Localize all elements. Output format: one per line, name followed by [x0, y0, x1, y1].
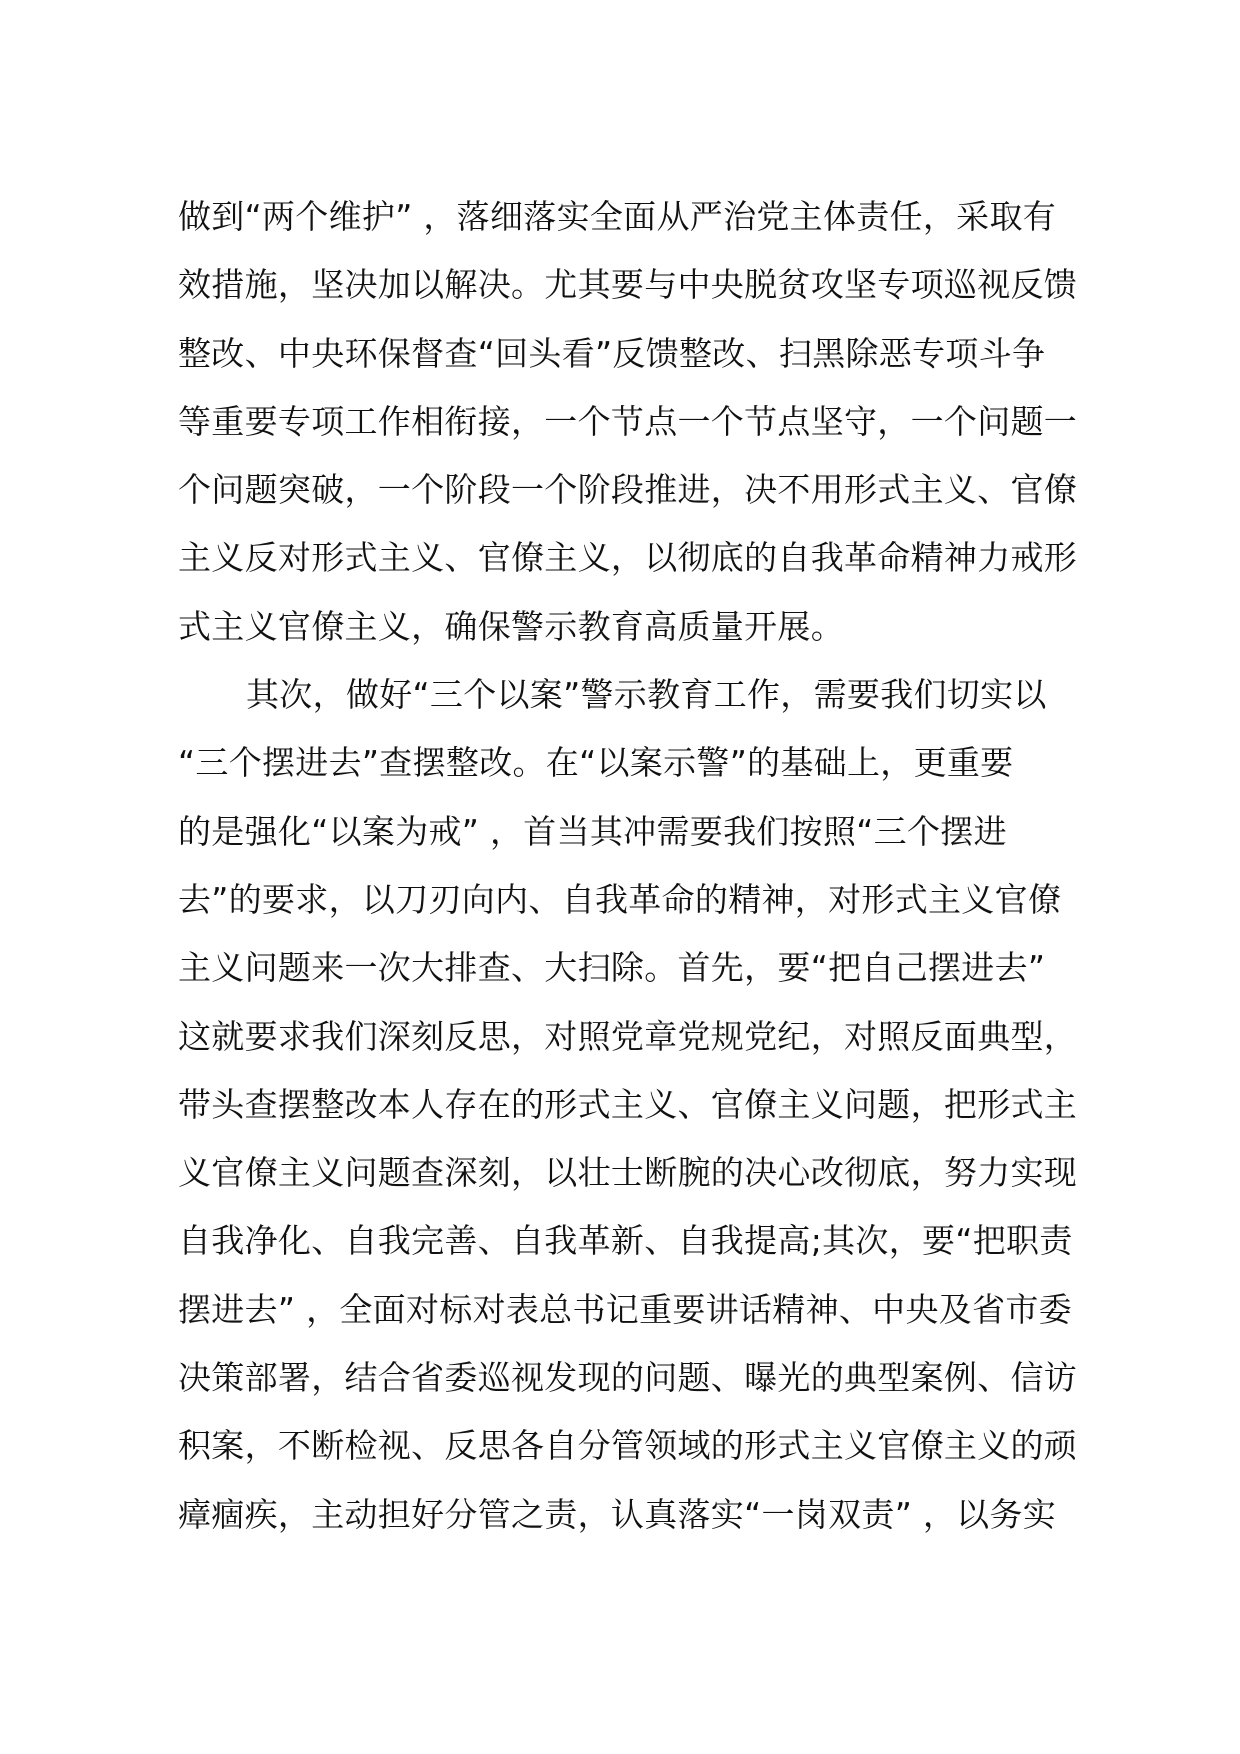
text-line: 决策部署，结合省委巡视发现的问题、曝光的典型案例、信访 — [178, 1358, 1078, 1398]
text-line: 去”的要求，以刀刃向内、自我革命的精神，对形式主义官僚 — [178, 879, 1062, 919]
text-line: 瘴痼疾，主动担好分管之责，认真落实“一岗双责” ，以务实 — [178, 1494, 1057, 1534]
text-line: “三个摆进去”查摆整改。在“以案示警”的基础上，更重要 — [178, 743, 1014, 783]
text-line: 自我净化、自我完善、自我革新、自我提高;其次，要“把职责 — [178, 1221, 1073, 1261]
text-line: 的是强化“以案为戒” ，首当其冲需要我们按照“三个摆进 — [178, 811, 1007, 851]
text-line: 个问题突破，一个阶段一个阶段推进，决不用形式主义、官僚 — [178, 470, 1078, 510]
text-line: 主义问题来一次大排查、大扫除。首先，要“把自己摆进去” — [178, 948, 1046, 988]
text-line: 式主义官僚主义，确保警示教育高质量开展。 — [178, 606, 844, 646]
text-line: 效措施，坚决加以解决。尤其要与中央脱贫攻坚专项巡视反馈 — [178, 265, 1078, 305]
text-line: 等重要专项工作相衔接，一个节点一个节点坚守，一个问题一 — [178, 401, 1078, 441]
body-text — [178, 183, 1098, 1549]
text-line: 带头查摆整改本人存在的形式主义、官僚主义问题，把形式主 — [178, 1084, 1078, 1124]
text-line: 整改、中央环保督查“回头看”反馈整改、扫黑除恶专项斗争 — [178, 333, 1046, 373]
text-line: 摆进去” ，全面对标对表总书记重要讲话精神、中央及省市委 — [178, 1289, 1072, 1329]
text-line: 积案，不断检视、反思各自分管领域的形式主义官僚主义的顽 — [178, 1426, 1078, 1466]
text-line: 主义反对形式主义、官僚主义，以彻底的自我革命精神力戒形 — [178, 538, 1078, 578]
text-line: 做到“两个维护” ，落细落实全面从严治党主体责任，采取有 — [178, 197, 1057, 236]
text-line: 这就要求我们深刻反思，对照党章党规党纪，对照反面典型， — [178, 1016, 1078, 1056]
paragraph-start-line: 其次，做好“三个以案”警示教育工作，需要我们切实以 — [246, 675, 1047, 715]
text-line: 义官僚主义问题查深刻，以壮士断腕的决心改彻底，努力实现 — [178, 1153, 1078, 1193]
